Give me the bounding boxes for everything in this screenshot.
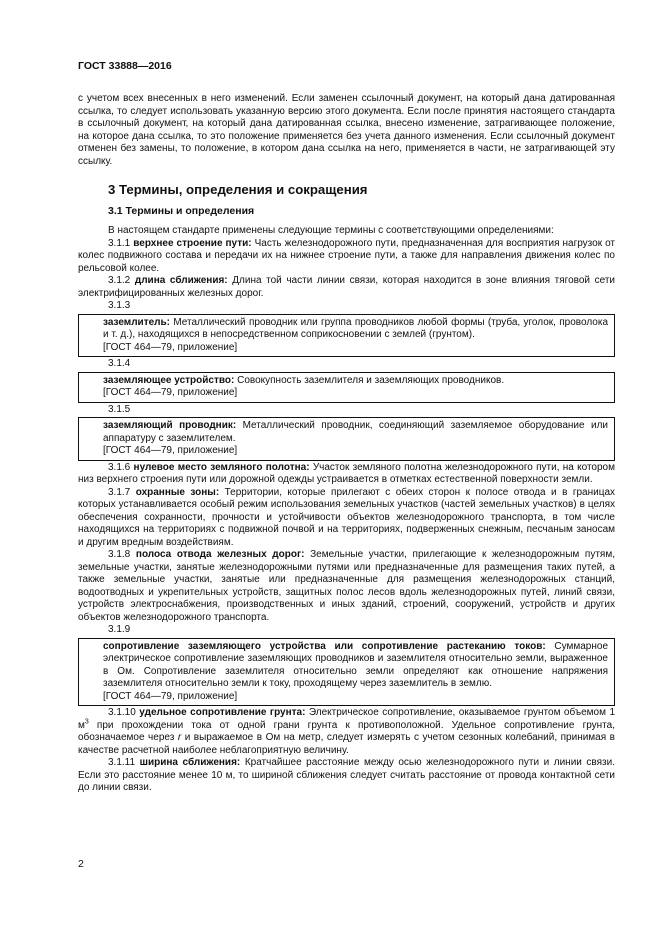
document-header: ГОСТ 33888—2016: [78, 60, 172, 72]
term-name: удельное сопротивление грунта:: [139, 707, 306, 718]
resistivity-symbol: r: [177, 732, 182, 743]
term-3-1-2: [78, 275, 615, 300]
term-3-1-8: [78, 549, 615, 624]
term-source: [ГОСТ 464—79, приложение]: [103, 387, 238, 398]
term-source: [ГОСТ 464—79, приложение]: [103, 341, 238, 353]
term-definition: Суммарное электрическое сопротивление заземляющих проводников и заземлителя относительно земли, выраженное в Ом. Сопротивление заземлителя относительно земли определяют как отношение напряжения заземлителя относительно земли к току, проходящему через заземлитель в землю.: [103, 640, 609, 689]
lead-paragraph: В настоящем стандарте применены следующие термины с соответствующими определениями:: [108, 225, 554, 236]
term-definition: Участок земляного полотна железнодорожного пути, на котором низ верхнего строения пути или дорожной одежды устраивается в отметках естественной поверхности земли.: [78, 461, 615, 485]
term-number: 3.1.6: [108, 461, 131, 473]
term-number: 3.1.7: [108, 486, 131, 498]
term-number: 3.1.1: [108, 237, 131, 249]
term-number: 3.1.2: [108, 275, 131, 286]
term-name: ширина сближения:: [139, 757, 241, 768]
term-3-1-4: [103, 375, 608, 388]
term-name: охранные зоны:: [135, 486, 220, 498]
term-number: 3.1.11: [108, 757, 136, 768]
term-box-3-1-4: [78, 372, 615, 403]
term-definition: Металлический проводник или группа проводников любой формы (труба, уголок, проволока и т. д.), находящихся в непосредственном соприкосновении с землей (грунтом).: [103, 316, 609, 340]
term-name: заземляющий проводник:: [103, 420, 237, 431]
term-box-3-1-3: [78, 314, 615, 358]
term-3-1-6: [78, 462, 615, 487]
subsection-title: 3.1 Термины и определения: [108, 205, 255, 217]
document-body: [78, 93, 615, 795]
term-name: полоса отвода железных дорог:: [135, 549, 305, 560]
term-3-1-9: [103, 641, 608, 691]
term-definition: Часть железнодорожного пути, предназначенная для восприятия нагрузок от колес подвижного состава и передачи их на нижнее строение пути, а также для направления движения колес по рельсовой колее.: [78, 237, 615, 274]
term-number: 3.1.8: [108, 549, 131, 560]
term-box-3-1-5: [78, 417, 615, 461]
term-3-1-10: [78, 707, 615, 757]
term-name: длина сближения:: [134, 275, 228, 286]
term-definition-part-c: и выражаемое в Ом на метр, следует измерять с учетом сезонных колебаний, принимая в качестве расчетной наиболее неблагоприятную величину.: [78, 732, 615, 756]
superscript-cube: 3: [84, 718, 89, 726]
term-number: 3.1.10: [108, 707, 136, 718]
term-3-1-7: [78, 487, 615, 550]
term-definition-part-b: при прохождении тока от одной грани грунта к противоположной. Удельное сопротивление грунта, обозначаемое через: [78, 719, 615, 743]
term-definition: Территории, которые прилегают с обеих сторон к полосе отвода и в границах которых устанавливается особый режим использования земельных участков (частей земельных участков) в целях обеспечения сохранности, прочности и устойчивости объектов железнодорожного транспорта, в том числе находящихся на территориях с подвижной почвой и на территориях, подверженных снежным, песчаным заносам и другим вредным воздействиям.: [78, 486, 616, 548]
term-source: [ГОСТ 464—79, приложение]: [103, 445, 238, 456]
term-name: сопротивление заземляющего устройства или сопротивление растеканию токов:: [103, 640, 546, 652]
term-name: заземляющее устройство:: [103, 374, 235, 386]
term-3-1-1: [78, 238, 615, 276]
term-box-3-1-9: [78, 638, 615, 707]
term-number-3-1-5: 3.1.5: [108, 403, 131, 415]
term-name: верхнее строение пути:: [133, 237, 252, 249]
term-name: заземлитель:: [103, 316, 170, 328]
term-definition-part-a: Электрическое сопротивление, оказываемое грунтом объемом 1 м: [78, 707, 615, 731]
term-definition: Длина той части линии связи, которая находится в зоне влияния тяговой сети электрифицированных железных дорог.: [78, 275, 615, 299]
term-3-1-11: [78, 757, 615, 795]
intro-paragraph: с учетом всех внесенных в него изменений. Если заменен ссылочный документ, на который дана датированная ссылка, то следует использовать указанную версию этого документа. Если после принятия настоящего стандарта в ссылочный документ, на который дана датированная ссылка, внесено изменение, затрагивающее положение, на которое дана ссылка, то это положение применяется без учета данного изменения. Если ссылочный документ отменен без замены, то положение, в котором дана ссылка на него, применяется в части, не затрагивающей эту ссылку.: [78, 93, 615, 167]
term-definition: Земельные участки, прилегающие к железнодорожным путям, земельные участки, занятые железнодорожными путями или предназначенные для размещения таких путей, а также земельные участки, занятые или предназначенные для размещения железнодорожных станций, водоотводных и укрепительных устройств, защитных полос лесов вдоль железнодорожных путей, линий связи, устройств электроснабжения, производственных и иных зданий, строений, сооружений, устройств и других объектов железнодорожного транспорта.: [78, 549, 615, 623]
term-number-3-1-4: 3.1.4: [108, 358, 131, 369]
term-source: [ГОСТ 464—79, приложение]: [103, 690, 238, 702]
page-number: 2: [78, 858, 84, 870]
term-definition: Кратчайшее расстояние между осью железнодорожного пути и линии связи. Если это расстояние менее 10 м, то шириной сближения следует считать расстояние от провода контактной сети до линии связи.: [78, 757, 615, 793]
term-number-3-1-3: 3.1.3: [108, 300, 131, 311]
term-definition: Совокупность заземлителя и заземляющих проводников.: [237, 374, 505, 386]
term-3-1-5: [103, 420, 608, 445]
term-name: нулевое место земляного полотна:: [133, 461, 310, 473]
section-title: 3 Термины, определения и сокращения: [108, 182, 368, 197]
term-3-1-3: [103, 317, 608, 342]
term-definition: Металлический проводник, соединяющий заземляемое оборудование или аппаратуру с заземлителем.: [103, 420, 608, 444]
term-number-3-1-9: 3.1.9: [108, 624, 131, 635]
